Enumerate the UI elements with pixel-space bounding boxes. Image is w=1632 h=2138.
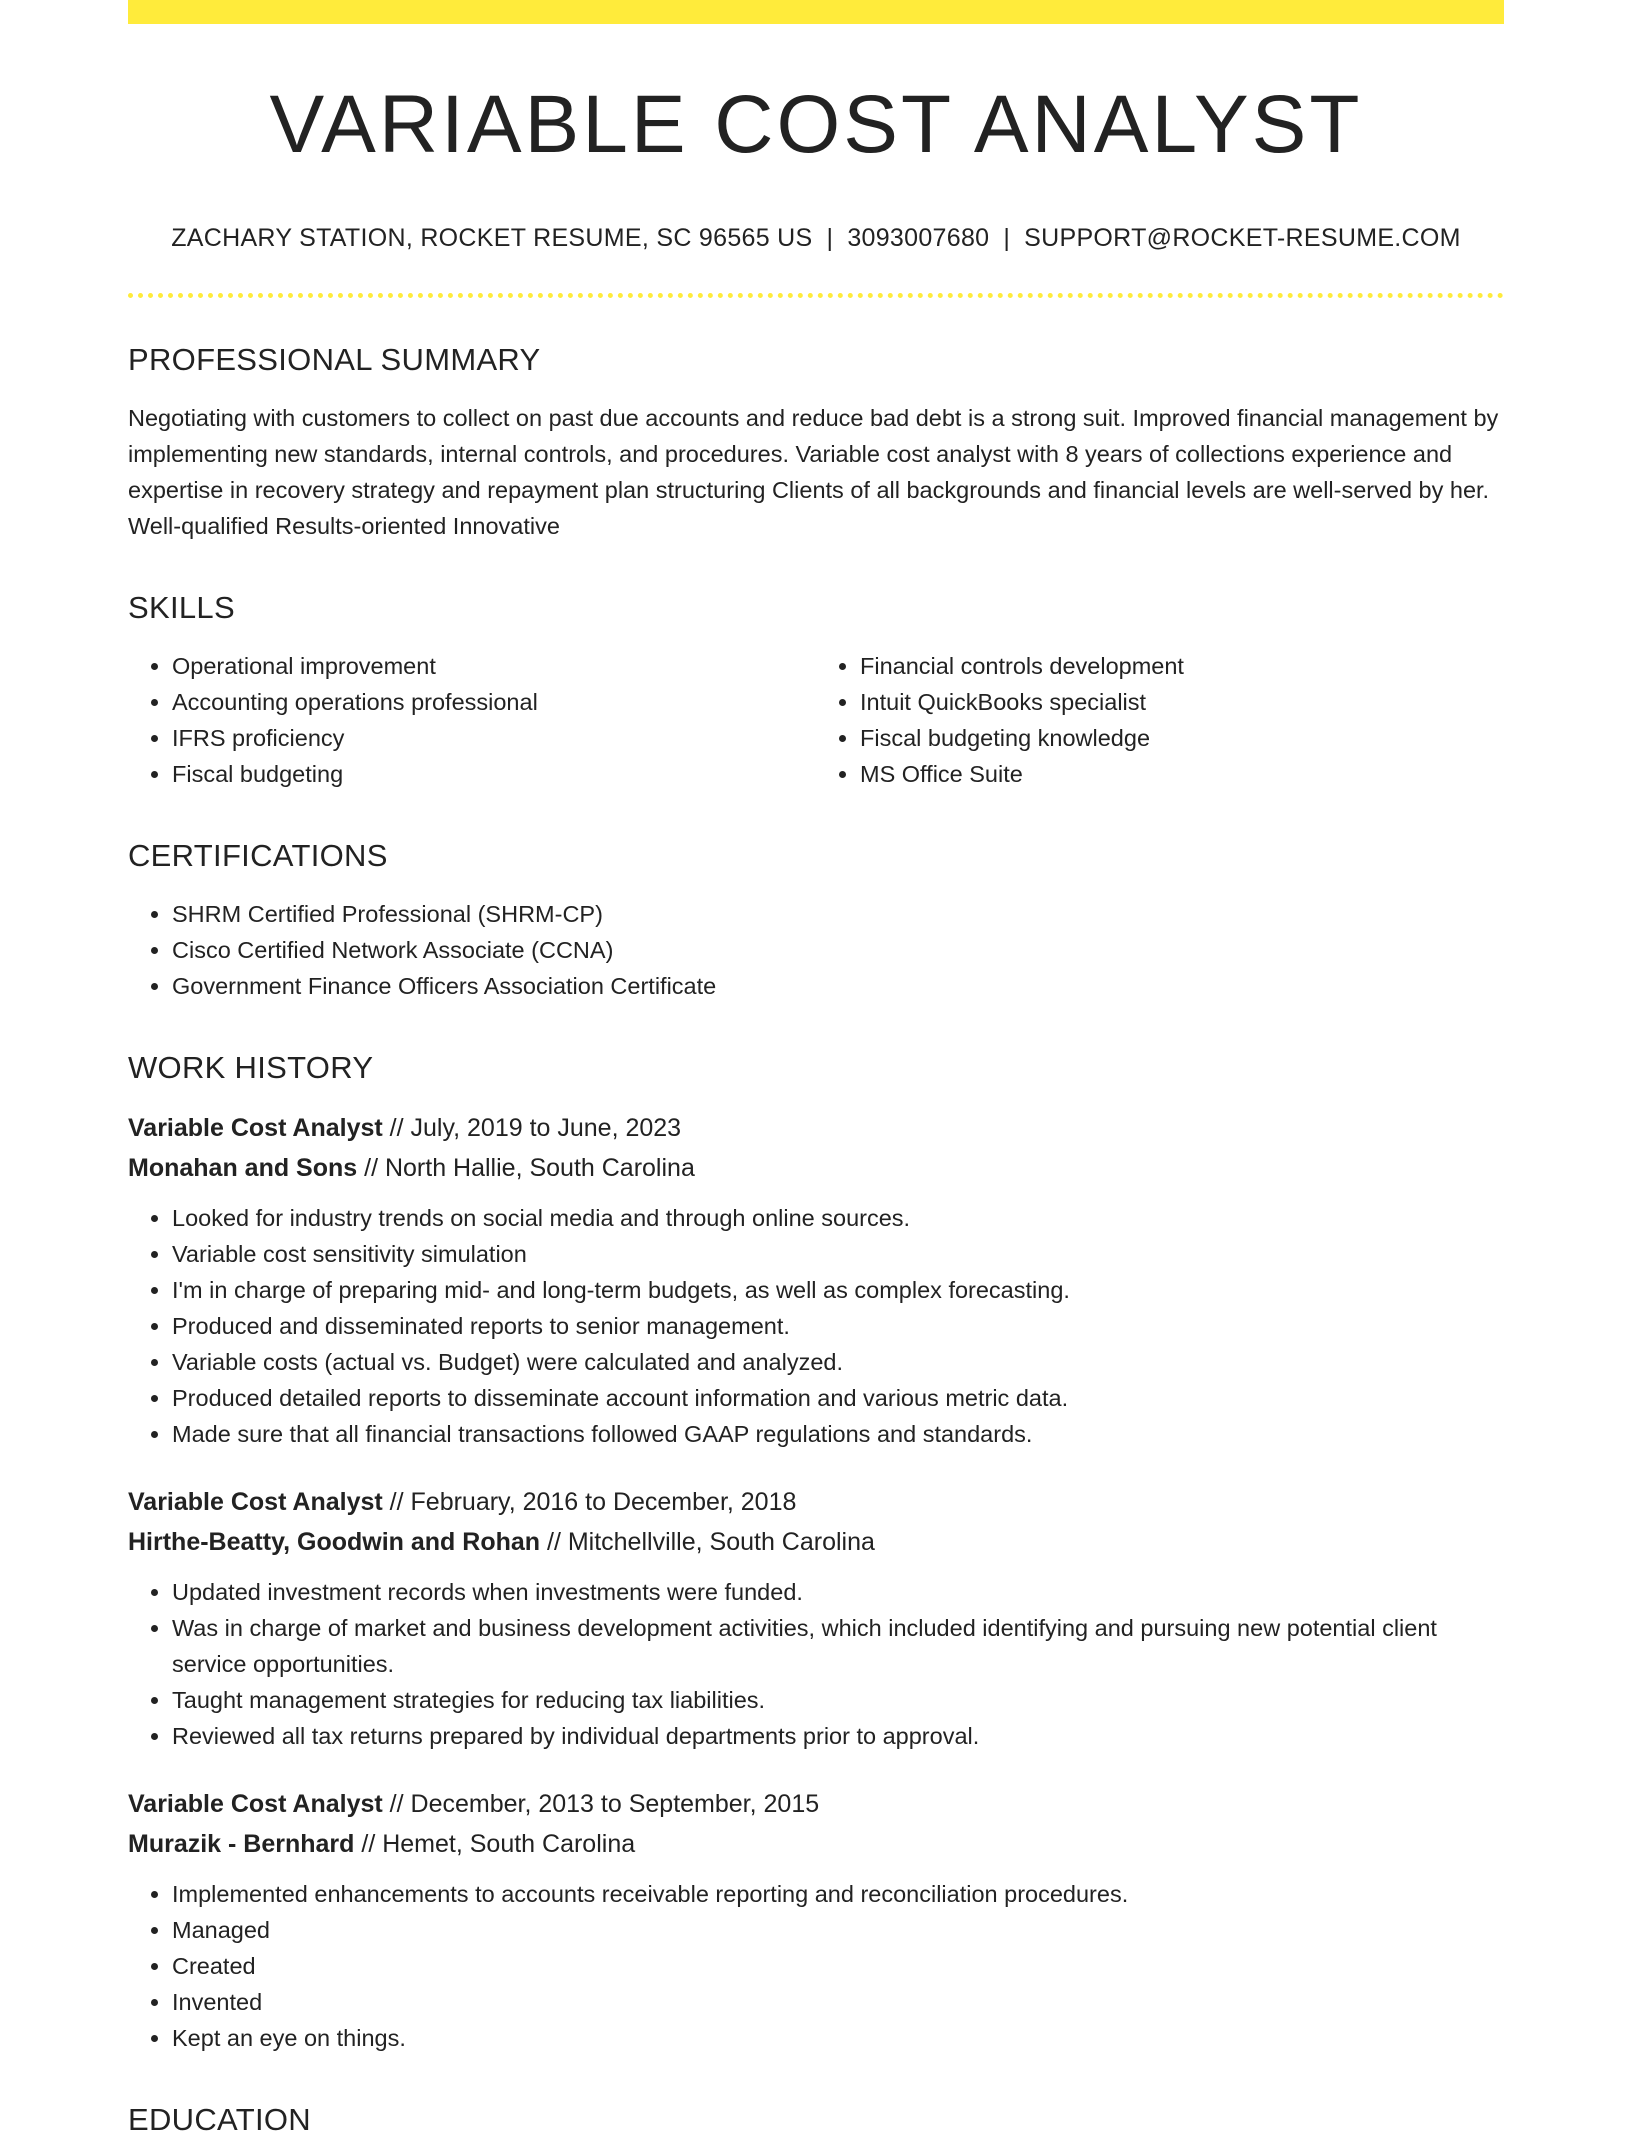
skills-list-left bbox=[128, 648, 816, 792]
dotted-divider bbox=[128, 293, 1504, 298]
skills-section bbox=[128, 590, 1504, 792]
job-entry bbox=[128, 1108, 1504, 1452]
job-bullet: • Produced detailed reports to disseminate account information and various metric data. bbox=[172, 1380, 1504, 1416]
job-bullet: • Implemented enhancements to accounts receivable reporting and reconciliation procedures. bbox=[172, 1876, 1504, 1912]
job-bullet: • Variable costs (actual vs. Budget) were calculated and analyzed. bbox=[172, 1344, 1504, 1380]
section-title-work-history: WORK HISTORY bbox=[128, 1050, 374, 1086]
accent-top-bar bbox=[128, 0, 1504, 24]
job-bullet: • Reviewed all tax returns prepared by individual departments prior to approval. bbox=[172, 1718, 1504, 1754]
job-title-line bbox=[128, 1482, 1504, 1522]
job-dates: // July, 2019 to June, 2023 bbox=[382, 1114, 682, 1143]
certifications-section bbox=[128, 838, 1504, 1004]
job-company: Murazik - Bernhard bbox=[128, 1830, 355, 1859]
job-location: // North Hallie, South Carolina bbox=[357, 1154, 695, 1183]
skill-item: • IFRS proficiency bbox=[172, 720, 816, 756]
job-bullets bbox=[128, 1574, 1504, 1754]
skill-item: • Financial controls development bbox=[860, 648, 1504, 684]
job-location: // Mitchellville, South Carolina bbox=[540, 1528, 875, 1557]
job-dates: // December, 2013 to September, 2015 bbox=[382, 1790, 820, 1819]
job-bullet: • Kept an eye on things. bbox=[172, 2020, 1504, 2056]
skill-item: • Accounting operations professional bbox=[172, 684, 816, 720]
job-bullet: • Updated investment records when investments were funded. bbox=[172, 1574, 1504, 1610]
job-company-line bbox=[128, 1148, 1504, 1188]
job-role: Variable Cost Analyst bbox=[128, 1114, 383, 1143]
skill-item: • MS Office Suite bbox=[860, 756, 1504, 792]
skill-item: • Intuit QuickBooks specialist bbox=[860, 684, 1504, 720]
skill-item: • Operational improvement bbox=[172, 648, 816, 684]
resume-name: VARIABLE COST ANALYST bbox=[269, 79, 1363, 170]
certifications-list bbox=[128, 896, 1504, 1004]
resume-page bbox=[128, 0, 1504, 2138]
job-company-line bbox=[128, 1522, 1504, 1562]
section-title-certifications: CERTIFICATIONS bbox=[128, 838, 388, 874]
job-title-line bbox=[128, 1108, 1504, 1148]
job-entry bbox=[128, 1784, 1504, 2056]
job-company: Hirthe-Beatty, Goodwin and Rohan bbox=[128, 1528, 541, 1557]
job-bullets bbox=[128, 1876, 1504, 2056]
work-history-section bbox=[128, 1050, 1504, 2056]
summary-text: Negotiating with customers to collect on past due accounts and reduce bad debt is a strong suit. Improved financial management by implementing new standards, internal controls, and procedures. Variable cost analyst with 8 years of collections experience and expertise in recovery strategy and repayment plan structuring Clients of all backgrounds and financial levels are well-served by her. Well-qualified Results-oriented Innovative bbox=[128, 405, 1499, 540]
contact-line bbox=[128, 224, 1504, 253]
skill-item: • Fiscal budgeting knowledge bbox=[860, 720, 1504, 756]
contact-separator: | bbox=[826, 224, 834, 253]
skills-grid bbox=[128, 648, 1504, 792]
job-bullet: • Was in charge of market and business development activities, which included identifying and pursuing new potential client service opportunities. bbox=[172, 1610, 1504, 1682]
job-dates: // February, 2016 to December, 2018 bbox=[382, 1488, 797, 1517]
job-bullets bbox=[128, 1200, 1504, 1452]
section-title-education: EDUCATION bbox=[128, 2102, 311, 2138]
job-company-line bbox=[128, 1824, 1504, 1864]
contact-separator: | bbox=[1003, 224, 1011, 253]
contact-email: SUPPORT@ROCKET-RESUME.COM bbox=[1024, 224, 1461, 253]
education-section bbox=[128, 2102, 1504, 2138]
job-bullet: • Managed bbox=[172, 1912, 1504, 1948]
section-title-skills: SKILLS bbox=[128, 590, 235, 626]
skill-item: • Fiscal budgeting bbox=[172, 756, 816, 792]
job-role: Variable Cost Analyst bbox=[128, 1790, 383, 1819]
job-bullet: • Taught management strategies for reducing tax liabilities. bbox=[172, 1682, 1504, 1718]
job-bullet: • Created bbox=[172, 1948, 1504, 1984]
job-bullet: • Looked for industry trends on social media and through online sources. bbox=[172, 1200, 1504, 1236]
job-bullet: • Variable cost sensitivity simulation bbox=[172, 1236, 1504, 1272]
job-company: Monahan and Sons bbox=[128, 1154, 358, 1183]
certification-item: • Cisco Certified Network Associate (CCNA) bbox=[172, 932, 1504, 968]
job-bullet: • Made sure that all financial transactions followed GAAP regulations and standards. bbox=[172, 1416, 1504, 1452]
job-bullet: • Produced and disseminated reports to senior management. bbox=[172, 1308, 1504, 1344]
professional-summary-section bbox=[128, 342, 1504, 544]
job-entry bbox=[128, 1482, 1504, 1754]
job-bullet: • Invented bbox=[172, 1984, 1504, 2020]
job-bullet: • I'm in charge of preparing mid- and long-term budgets, as well as complex forecasting. bbox=[172, 1272, 1504, 1308]
section-title-summary: PROFESSIONAL SUMMARY bbox=[128, 342, 541, 378]
certification-item: • Government Finance Officers Association Certificate bbox=[172, 968, 1504, 1004]
certification-item: • SHRM Certified Professional (SHRM-CP) bbox=[172, 896, 1504, 932]
contact-address: ZACHARY STATION, ROCKET RESUME, SC 96565 US bbox=[171, 224, 813, 253]
skills-list-right bbox=[816, 648, 1504, 792]
job-title-line bbox=[128, 1784, 1504, 1824]
contact-phone: 3093007680 bbox=[847, 224, 990, 253]
job-location: // Hemet, South Carolina bbox=[354, 1830, 636, 1859]
job-role: Variable Cost Analyst bbox=[128, 1488, 383, 1517]
